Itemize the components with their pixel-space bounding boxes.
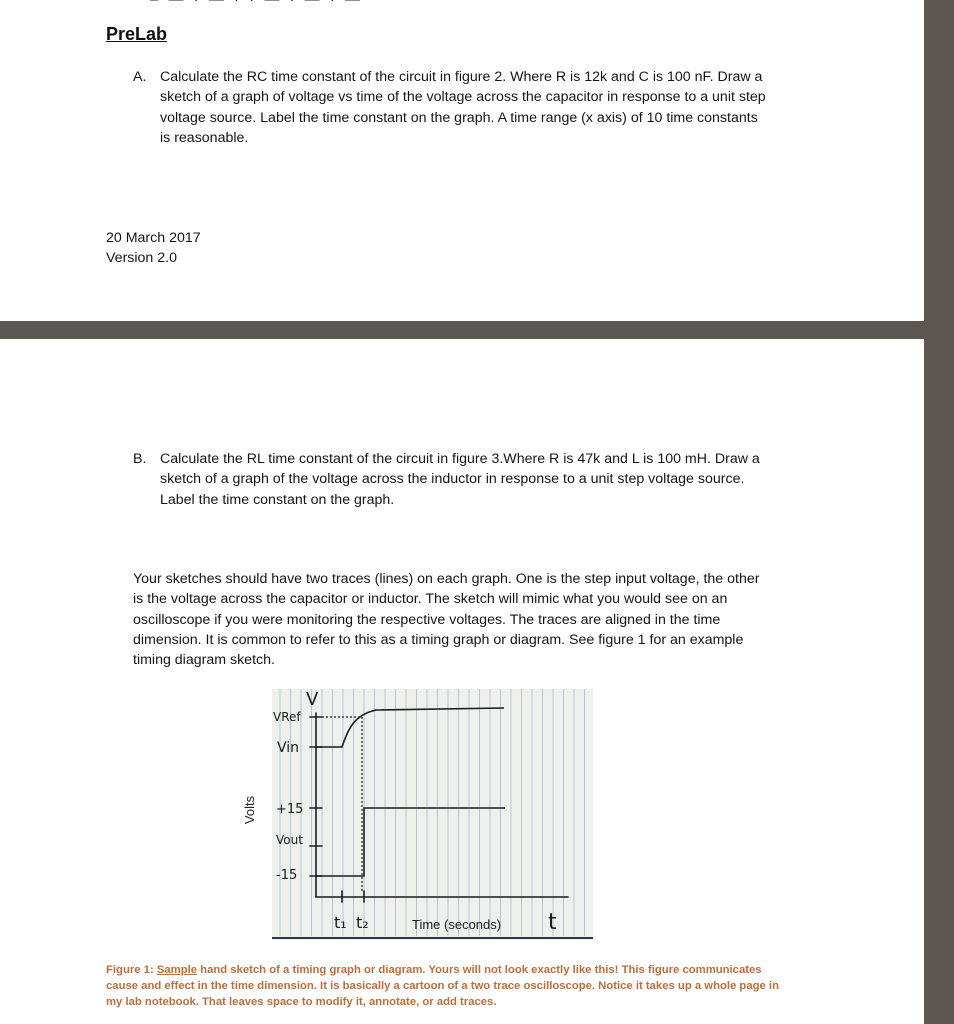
document-date: 20 March 2017: [106, 230, 201, 246]
prelab-heading: PreLab: [106, 24, 168, 44]
time-axis-label: Time (seconds): [412, 917, 502, 932]
cut-off-text: [150, 0, 850, 5]
caption-sample: Sample: [156, 964, 198, 976]
vout-label: Vout: [276, 833, 303, 847]
paragraph-line: timing diagram sketch.: [133, 652, 275, 669]
figure-1-caption: [106, 962, 826, 1010]
caption-line: cause and effect in the time dimension. It is basically a cartoon of a two trace oscilloscope. Notice it takes up a whole page in: [106, 980, 779, 992]
t-symbol: t: [548, 910, 557, 935]
paragraph-line: oscilloscope if you were monitoring the respective voltages. The traces are aligned in the time: [133, 611, 721, 628]
paragraph-line: is the voltage across the capacitor or inductor. The sketch will mimic what you would see on an: [133, 591, 728, 608]
vin-label: Vin: [277, 740, 300, 756]
item-a-line: is reasonable.: [160, 129, 249, 146]
minus15-label: -15: [276, 868, 298, 883]
vref-label: VRef: [273, 710, 301, 724]
document-version: Version 2.0: [106, 250, 177, 266]
item-b-body: [160, 449, 760, 510]
instructions-paragraph: [133, 569, 813, 670]
item-b-line: sketch of a graph of the voltage across the inductor in response to a unit step voltage source.: [160, 471, 745, 488]
item-a-line: sketch of a graph of voltage vs time of the voltage across the capacitor in response to a unit step: [160, 89, 766, 106]
item-a-line: Calculate the RC time constant of the circuit in figure 2. Where R is 12k and C is 100 nF. Draw a: [160, 69, 763, 85]
t2-label: t₂: [356, 913, 369, 932]
timing-diagram-photo: [272, 689, 593, 940]
item-a-body: [160, 67, 766, 148]
caption-line: hand sketch of a timing graph or diagram. Yours will not look exactly like this! This figure communicates: [197, 964, 762, 976]
item-b-line: Label the time constant on the graph.: [160, 491, 395, 508]
v-symbol: V: [306, 689, 319, 710]
item-b-letter: B.: [133, 451, 147, 467]
item-b-line: Calculate the RL time constant of the circuit in figure 3.Where R is 47k and L is 100 mH. Draw a: [160, 451, 760, 467]
caption-prefix: Figure 1:: [106, 964, 157, 976]
volts-axis-label: Volts: [242, 795, 257, 825]
caption-line: my lab notebook. That leaves space to modify it, annotate, or add traces.: [106, 996, 497, 1008]
plus15-label: +15: [276, 802, 304, 817]
page-1: [0, 0, 924, 321]
t1-label: t₁: [334, 913, 347, 932]
item-a-line: voltage source. Label the time constant on the graph. A time range (x axis) of 10 time constants: [160, 109, 758, 126]
paragraph-line: Your sketches should have two traces (lines) on each graph. One is the step input voltage, the other: [133, 571, 760, 587]
item-a-letter: A.: [133, 69, 147, 85]
paragraph-line: dimension. It is common to refer to this as a timing graph or diagram. See figure 1 for an example: [133, 631, 744, 648]
notebook-paper: [272, 689, 593, 940]
